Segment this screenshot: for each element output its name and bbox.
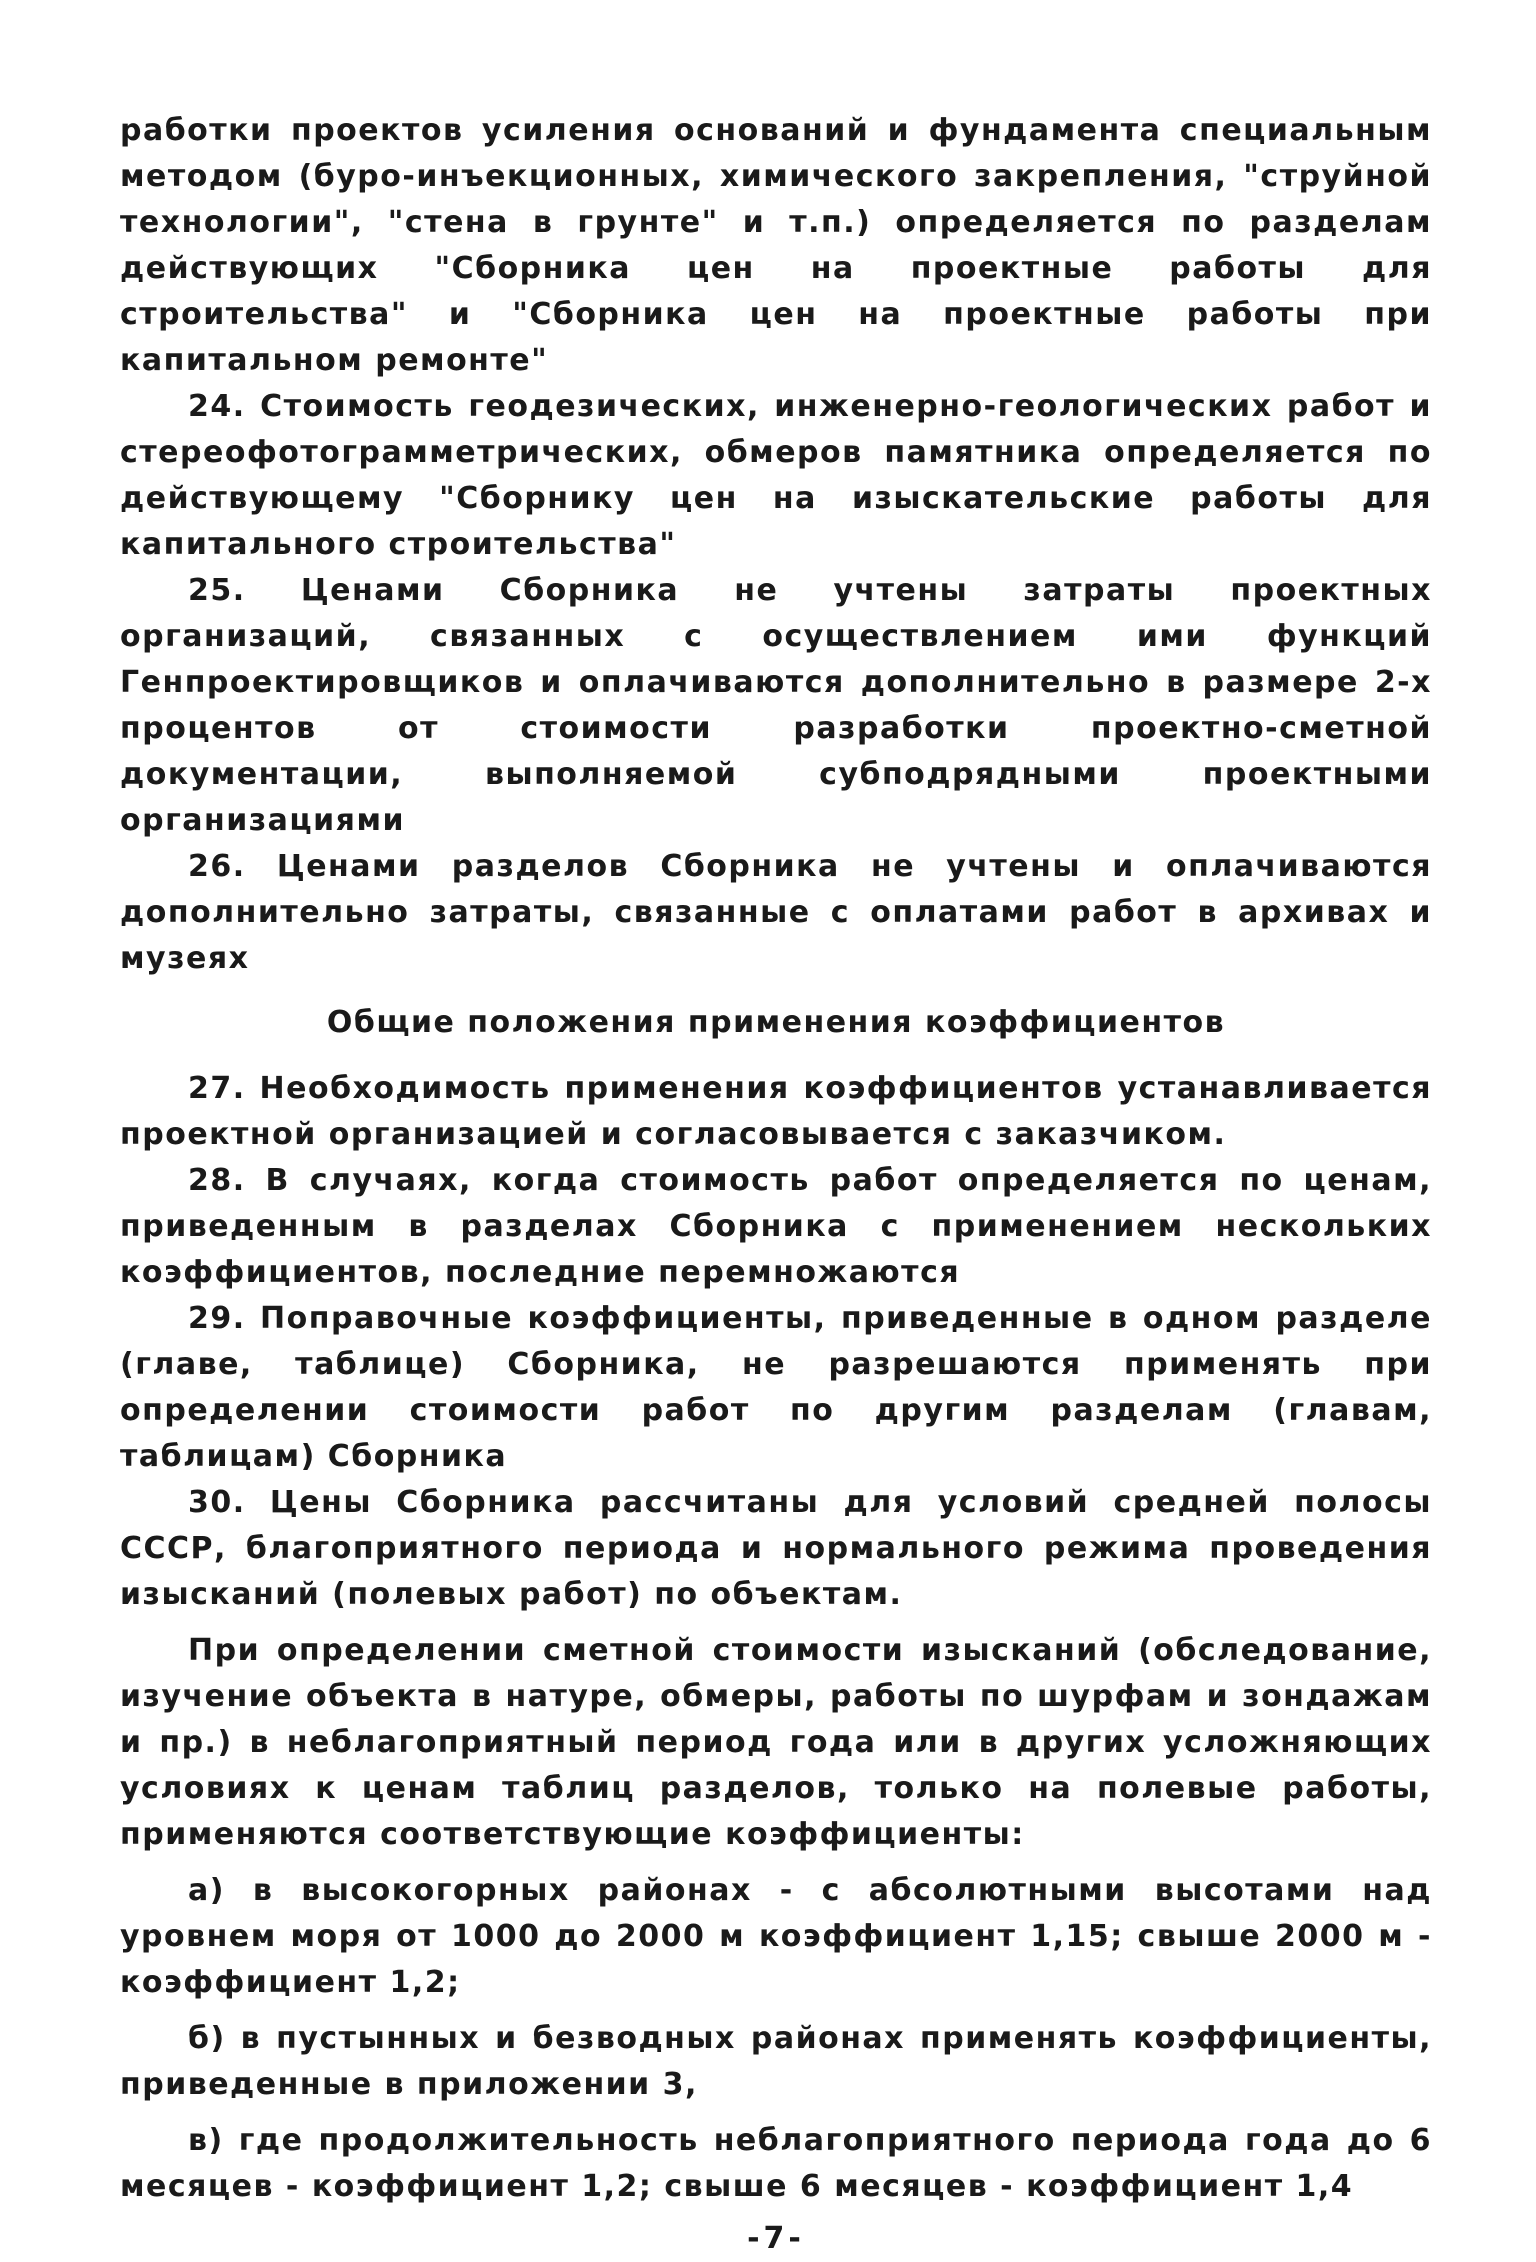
paragraph-30: 30. Цены Сборника рассчитаны для условий средней полосы СССР, благоприятного периода и нормального режима проведения изысканий (полевых работ) по объектам. <box>120 1485 1432 1612</box>
paragraph-26: 26. Ценами разделов Сборника не учтены и оплачиваются дополнительно затраты, связанные с оплатами работ в архивах и музеях <box>120 849 1432 976</box>
list-item-a: а) в высокогорных районах - с абсолютными высотами над уровнем моря от 1000 до 2000 м коэффициент 1,15; свыше 2000 м - коэффициент 1,2; <box>120 1873 1432 2000</box>
paragraph-24: 24. Стоимость геодезических, инженерно-геологических работ и стереофотограмметрических, обмеров памятника определяется по действующему "Сборнику цен на изыскательские работы для капитального строительства" <box>120 389 1432 562</box>
paragraph-25: 25. Ценами Сборника не учтены затраты проектных организаций, связанных с осуществлением ими функций Генпроектировщиков и оплачиваются дополнительно в размере 2-х процентов от стоимости разработки проектно-сметной документации, выполняемой субподрядными проектными организациями <box>120 573 1432 838</box>
paragraph-27: 27. Необходимость применения коэффициентов устанавливается проектной организацией и согласовывается с заказчиком. <box>120 1071 1432 1152</box>
document-page <box>120 108 1432 2262</box>
list-item-c: в) где продолжительность неблагоприятного периода года до 6 месяцев - коэффициент 1,2; свыше 6 месяцев - коэффициент 1,4 <box>120 2123 1432 2204</box>
list-item-b: б) в пустынных и безводных районах применять коэффициенты, приведенные в приложении 3, <box>120 2021 1432 2102</box>
paragraph-coefficients-intro: При определении сметной стоимости изысканий (обследование, изучение объекта в натуре, обмеры, работы по шурфам и зондажам и пр.) в неблагоприятный период года или в других усложняющих условиях к ценам таблиц разделов, только на полевые работы, применяются соответствующие коэффициенты: <box>120 1633 1432 1852</box>
section-heading: Общие положения применения коэффициентов <box>326 1005 1226 1040</box>
paragraph-28: 28. В случаях, когда стоимость работ определяется по ценам, приведенным в разделах Сборника с применением нескольких коэффициентов, последние перемножаются <box>120 1163 1432 1290</box>
page-number: -7- <box>747 2221 805 2256</box>
paragraph-29: 29. Поправочные коэффициенты, приведенные в одном разделе (главе, таблице) Сборника, не разрешаются применять при определении стоимости работ по другим разделам (главам, таблицам) Сборника <box>120 1301 1432 1474</box>
paragraph-continuation: работки проектов усиления оснований и фундамента специальным методом (буро-инъекционных, химического закрепления, "струйной технологии", "стена в грунте" и т.п.) определяется по разделам действующих "Сборника цен на проектные работы для строительства" и "Сборника цен на проектные работы при капитальном ремонте" <box>120 113 1432 378</box>
